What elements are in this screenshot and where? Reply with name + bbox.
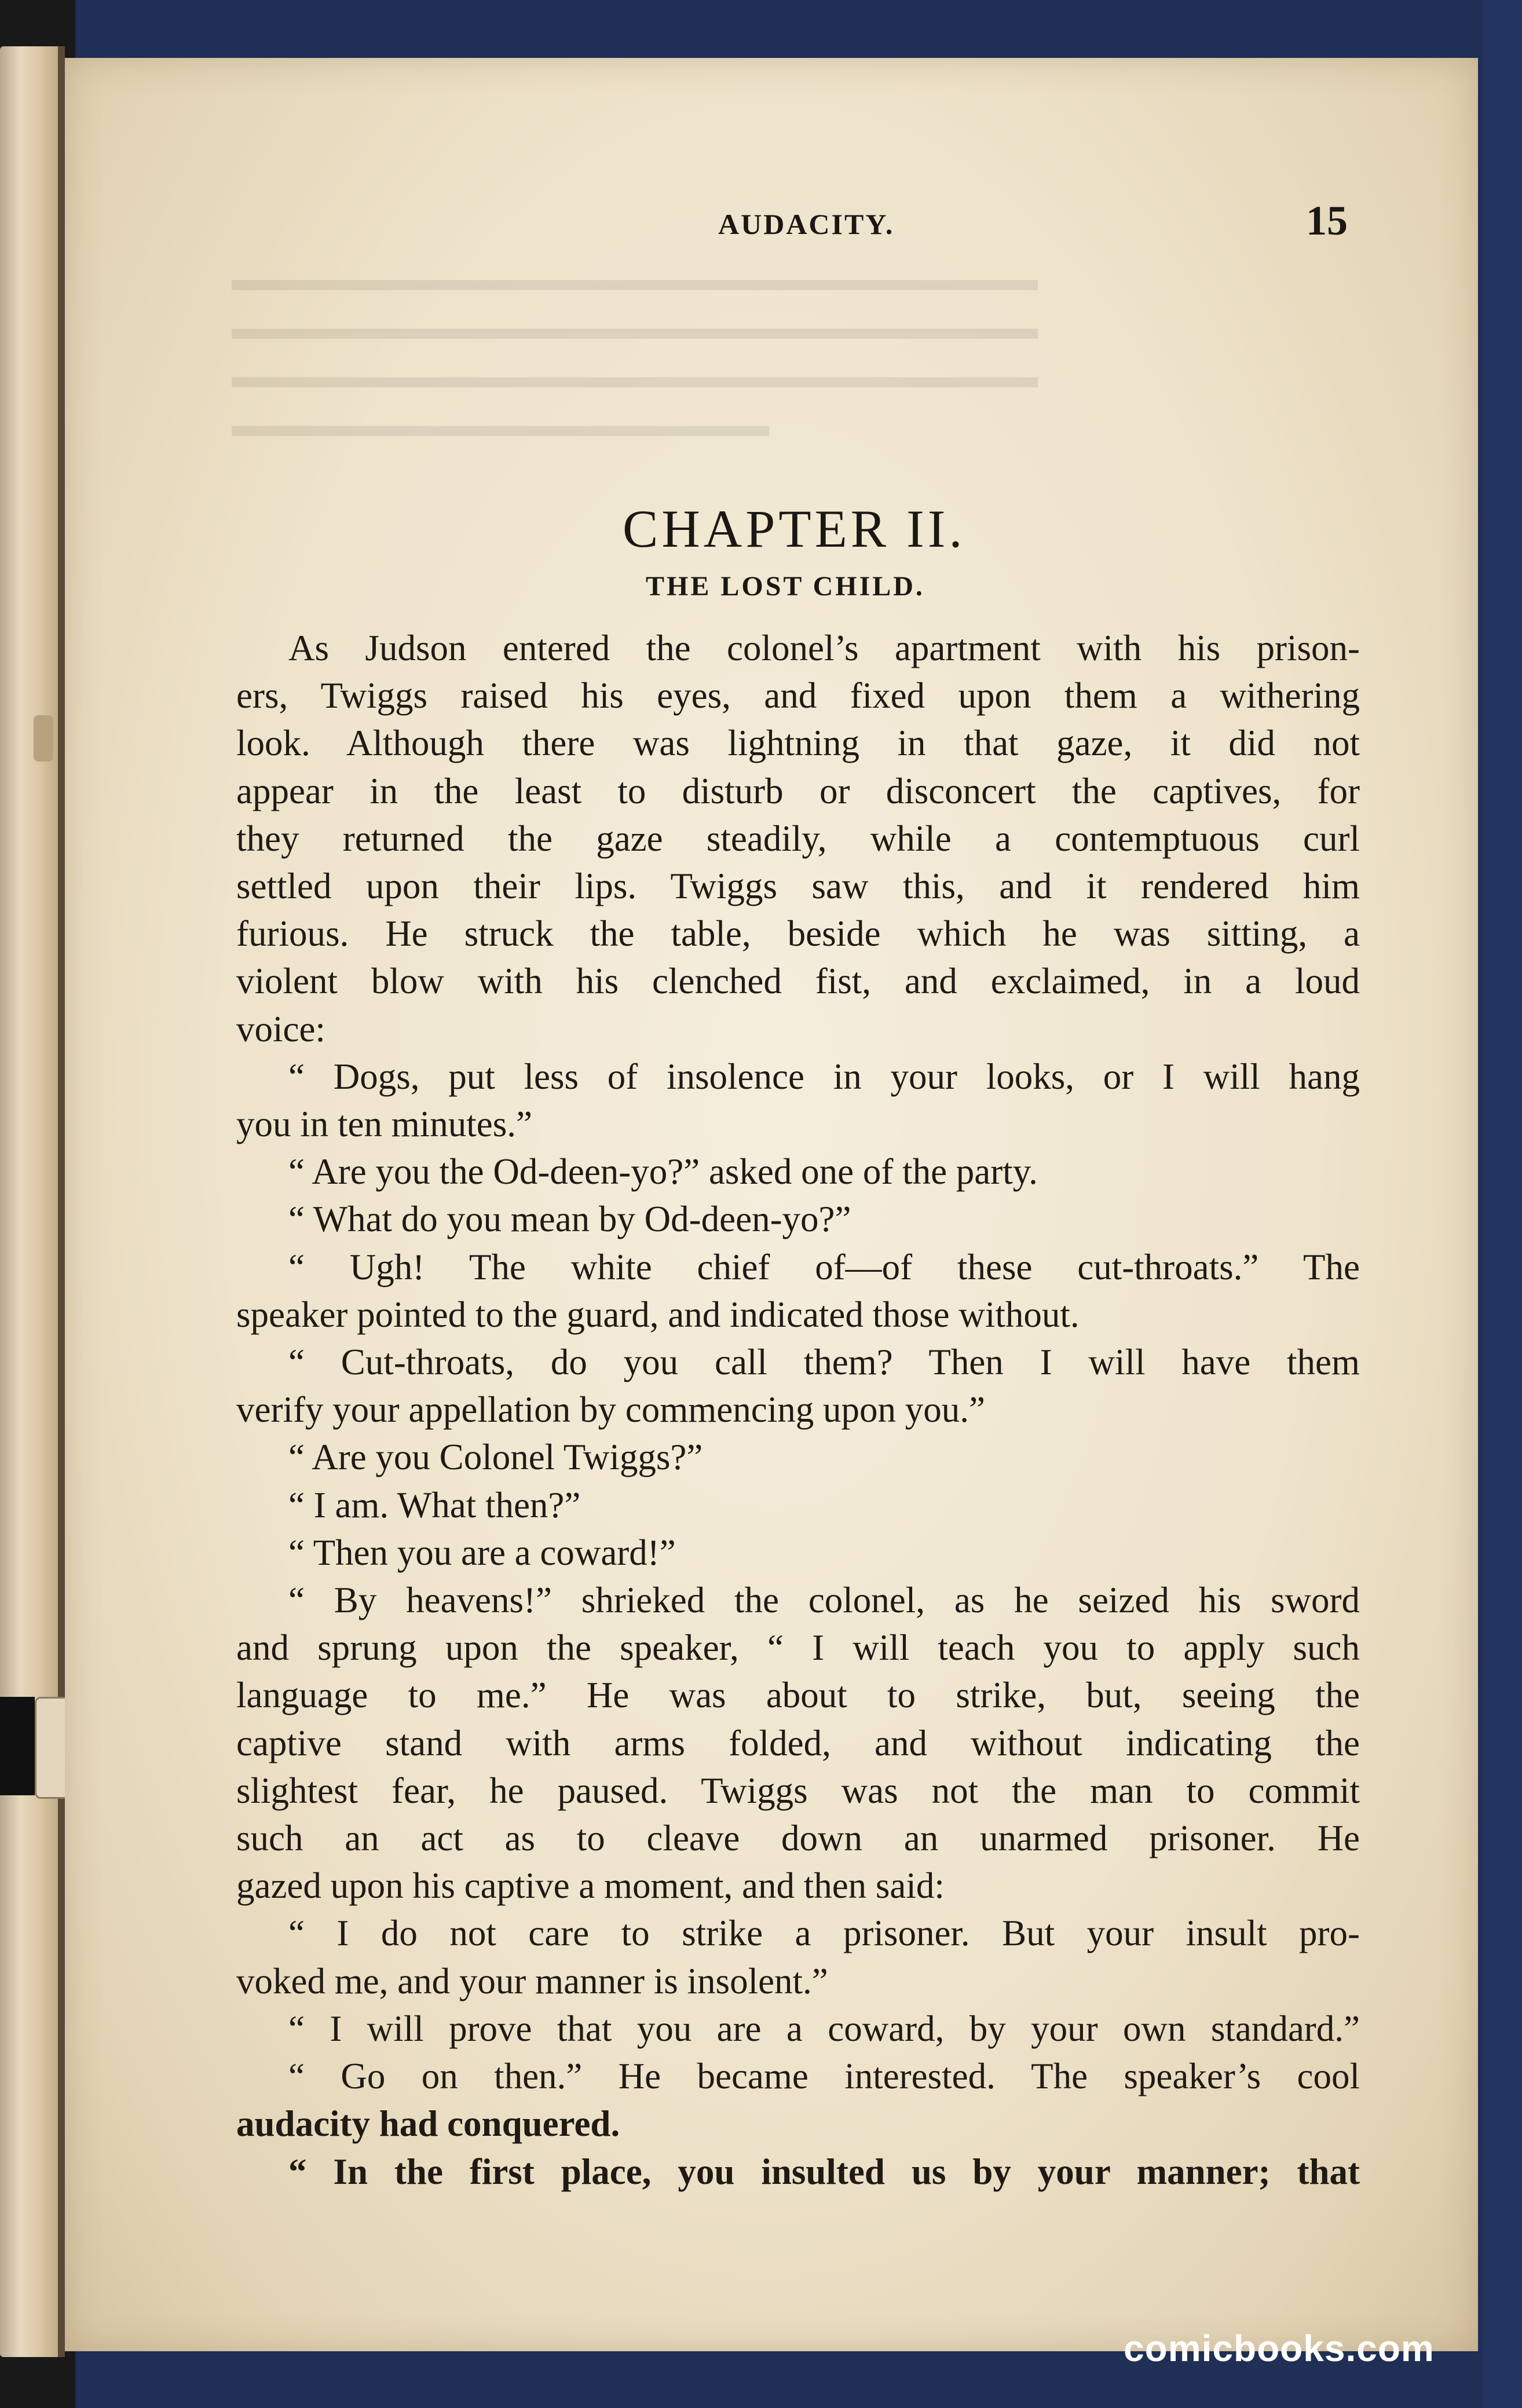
text-line: “ Go on then.” He became interested. The speaker’s cool — [288, 2056, 1360, 2097]
text-line: audacity had conquered. — [236, 2103, 620, 2144]
text-line: “ I am. What then?” — [288, 1484, 581, 1525]
book-spine — [0, 46, 58, 2357]
spine-gutter — [58, 46, 65, 2357]
text-line: “ Ugh! The white chief of—of these cut-throats.” The — [288, 1246, 1360, 1287]
show-through-texture: ▬▬▬▬▬▬▬▬▬▬▬▬▬▬▬▬▬▬▬▬▬▬▬▬ ▬▬▬▬▬▬▬▬▬▬▬▬▬▬▬▬▬▬▬▬▬▬▬▬ ▬▬▬▬▬▬▬▬▬▬▬▬▬▬▬▬▬▬▬▬▬▬▬▬ ▬▬▬▬▬▬▬▬▬▬▬▬▬▬▬▬ — [232, 260, 1038, 444]
text-line: “ Are you the Od-deen-yo?” asked one of the party. — [288, 1151, 1038, 1192]
text-line: appear in the least to disturb or disconcert the captives, for — [236, 770, 1360, 811]
text-line: such an act as to cleave down an unarmed prisoner. He — [236, 1818, 1360, 1859]
text-line: voked me, and your manner is insolent.” — [236, 1960, 828, 2001]
text-line: and sprung upon the speaker, “ I will teach you to apply such — [236, 1627, 1360, 1668]
running-header: AUDACITY. — [718, 208, 895, 240]
chapter-title: CHAPTER II. — [623, 499, 966, 558]
text-line: language to me.” He was about to strike, but, seeing the — [236, 1675, 1360, 1716]
page-number: 15 — [1306, 197, 1348, 244]
text-line: settled upon their lips. Twiggs saw this, and it rendered him — [236, 866, 1360, 907]
text-line: “ I do not care to strike a prisoner. But your insult pro- — [288, 1913, 1360, 1954]
background-right — [1483, 0, 1522, 2408]
text-line: “ I will prove that you are a coward, by your own standard.” — [288, 2008, 1360, 2049]
text-line: “ Are you Colonel Twiggs?” — [288, 1437, 703, 1478]
text-line: they returned the gaze steadily, while a contemptuous curl — [236, 818, 1360, 859]
text-line: “ Then you are a coward!” — [288, 1532, 676, 1573]
text-line: look. Although there was lightning in that gaze, it did not — [236, 723, 1360, 764]
binding-tear — [34, 715, 53, 762]
binding-damage — [0, 1697, 35, 1795]
text-line: voice: — [236, 1008, 325, 1049]
text-line: captive stand with arms folded, and without indicating the — [236, 1722, 1360, 1763]
text-line: furious. He struck the table, beside which he was sitting, a — [236, 913, 1360, 954]
text-line: “ In the first place, you insulted us by your manner; that — [288, 2151, 1360, 2192]
text-line: As Judson entered the colonel’s apartment with his prison- — [288, 628, 1360, 668]
text-line: slightest fear, he paused. Twiggs was not the man to commit — [236, 1770, 1360, 1811]
chapter-subtitle: THE LOST CHILD. — [646, 571, 925, 602]
text-line: you in ten minutes.” — [236, 1104, 532, 1145]
text-line: “ Dogs, put less of insolence in your looks, or I will hang — [288, 1056, 1360, 1097]
text-line: gazed upon his captive a moment, and then said: — [236, 1865, 945, 1906]
text-line: ers, Twiggs raised his eyes, and fixed upon them a withering — [236, 675, 1360, 716]
body-text — [236, 624, 1360, 2195]
watermark: comicbooks.com — [1124, 2328, 1435, 2369]
text-line: “ By heavens!” shrieked the colonel, as he seized his sword — [288, 1580, 1360, 1621]
text-line: verify your appellation by commencing upon you.” — [236, 1389, 985, 1430]
text-line: speaker pointed to the guard, and indicated those without. — [236, 1294, 1080, 1335]
text-line: violent blow with his clenched fist, and exclaimed, in a loud — [236, 961, 1360, 1002]
text-line: “ Cut-throats, do you call them? Then I will have them — [288, 1342, 1360, 1383]
text-line: “ What do you mean by Od-deen-yo?” — [288, 1199, 851, 1240]
